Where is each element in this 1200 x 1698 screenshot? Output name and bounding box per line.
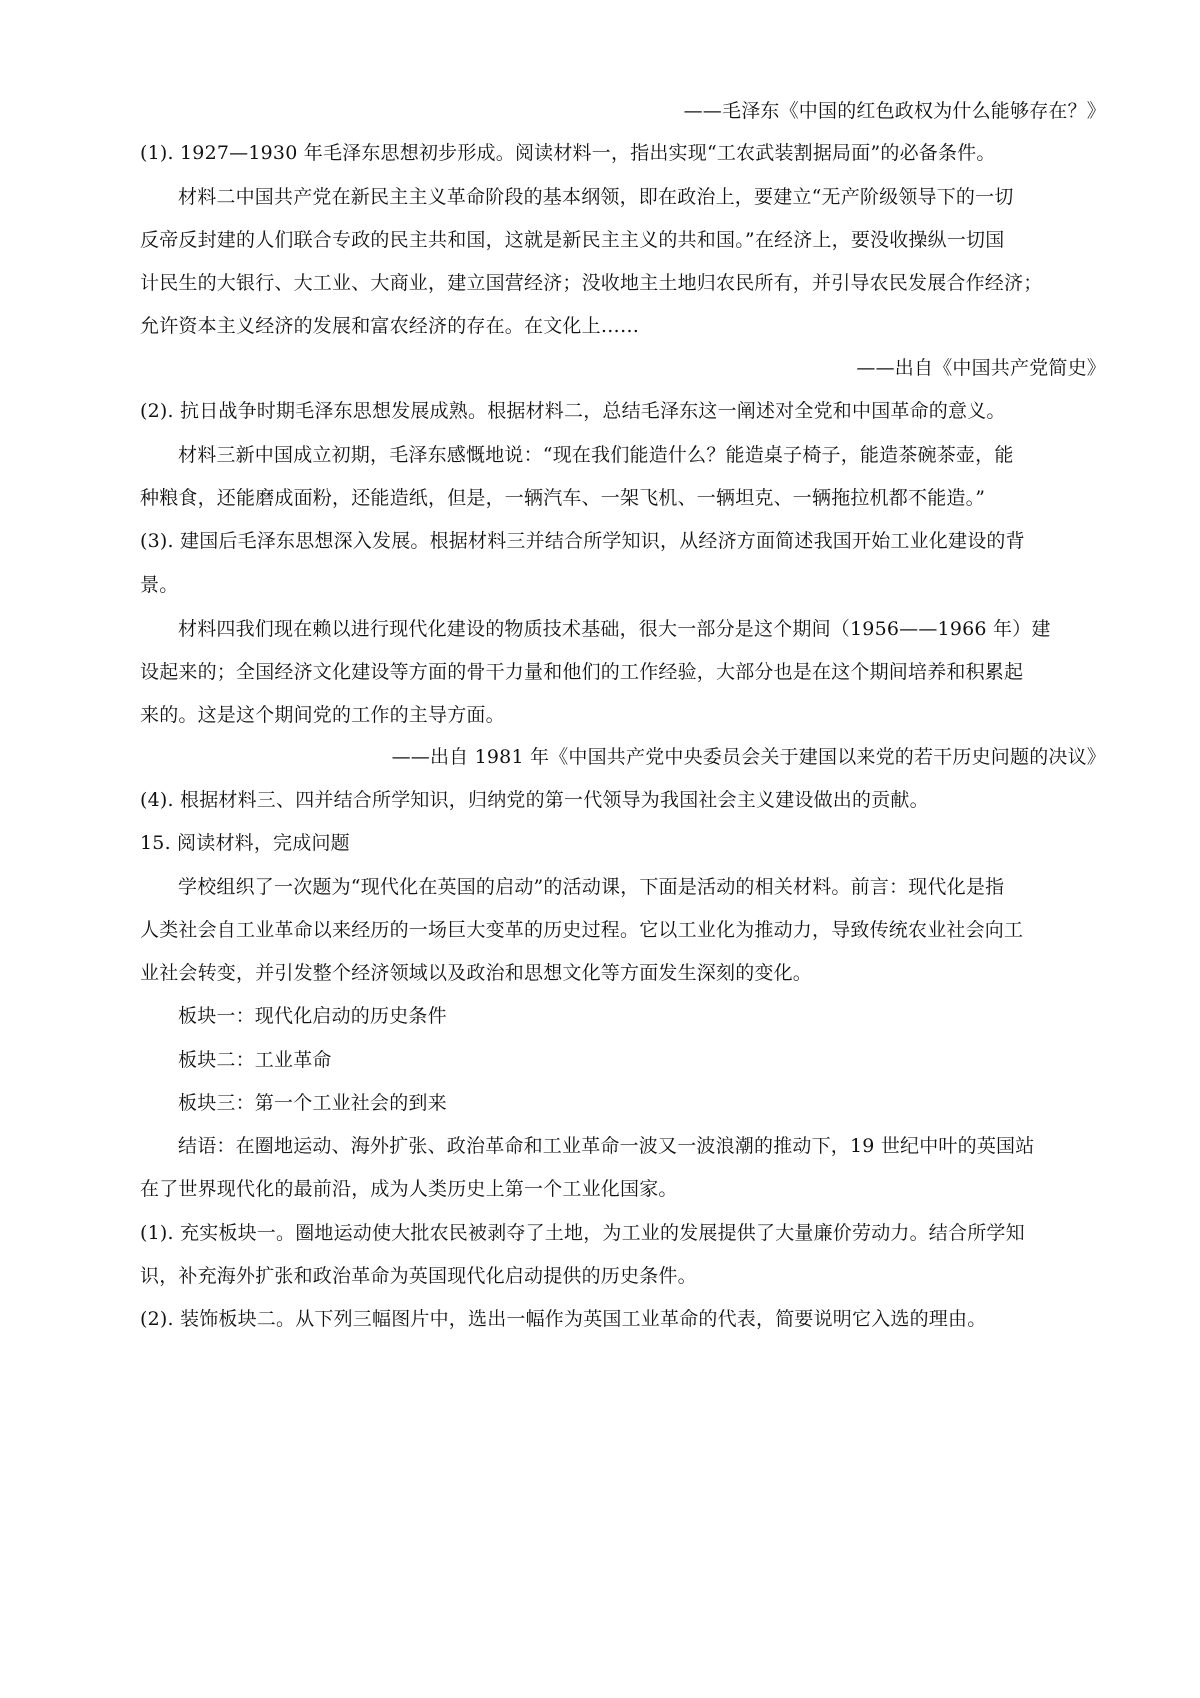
source-citation-1981-resolution: ——出自 1981 年《中国共产党中央委员会关于建国以来党的若干历史问题的决议》 xyxy=(391,746,1106,768)
section-1-title: 板块一：现代化启动的历史条件 xyxy=(178,1005,447,1027)
material-2-line-3: 计民生的大银行、大工业、大商业，建立国营经济；没收地主土地归农民所有，并引导农民发展合作经济； xyxy=(140,272,1043,294)
material-4-line-2: 设起来的；全国经济文化建设等方面的骨干力量和他们的工作经验，大部分也是在这个期间培养和积累起 xyxy=(140,661,1024,683)
question-15-heading: 15. 阅读材料，完成问题 xyxy=(140,832,350,854)
material-2-line-2: 反帝反封建的人们联合专政的民主共和国，这就是新民主主义的共和国。”在经济上，要没收操纵一切国 xyxy=(140,229,1005,251)
question-1: (1). 1927—1930 年毛泽东思想初步形成。阅读材料一，指出实现“工农武装割据局面”的必备条件。 xyxy=(140,142,996,164)
question-15-1-line-1: (1). 充实板块一。圈地运动使大批农民被剥夺了土地，为工业的发展提供了大量廉价劳动力。结合所学知 xyxy=(140,1222,1025,1244)
question-2: (2). 抗日战争时期毛泽东思想发展成熟。根据材料二，总结毛泽东这一阐述对全党和中国革命的意义。 xyxy=(140,400,1006,422)
source-citation-party-history: ——出自《中国共产党简史》 xyxy=(856,357,1106,379)
material-4-line-3: 来的。这是这个期间党的工作的主导方面。 xyxy=(140,704,505,726)
material-2-line-4: 允许资本主义经济的发展和富农经济的存在。在文化上…… xyxy=(140,315,640,337)
conclusion-line-1: 结语：在圈地运动、海外扩张、政治革命和工业革命一波又一波浪潮的推动下，19 世纪中叶的英国站 xyxy=(178,1135,1035,1157)
question-15-1-line-2: 识，补充海外扩张和政治革命为英国现代化启动提供的历史条件。 xyxy=(140,1265,697,1287)
activity-intro-line-3: 业社会转变，并引发整个经济领域以及政治和思想文化等方面发生深刻的变化。 xyxy=(140,962,813,984)
question-4: (4). 根据材料三、四并结合所学知识，归纳党的第一代领导为我国社会主义建设做出的贡献。 xyxy=(140,789,929,811)
activity-intro-line-2: 人类社会自工业革命以来经历的一场巨大变革的历史过程。它以工业化为推动力，导致传统农业社会向工 xyxy=(140,919,1024,941)
material-3-line-1: 材料三新中国成立初期，毛泽东感慨地说：“现在我们能造什么？能造桌子椅子，能造茶碗茶壶，能 xyxy=(178,444,1014,466)
question-3-line-1: (3). 建国后毛泽东思想深入发展。根据材料三并结合所学知识，从经济方面简述我国开始工业化建设的背 xyxy=(140,530,1025,552)
material-4-line-1: 材料四我们现在赖以进行现代化建设的物质技术基础，很大一部分是这个期间（1956——1966 年）建 xyxy=(178,618,1051,640)
activity-intro-line-1: 学校组织了一次题为“现代化在英国的启动”的活动课，下面是活动的相关材料。前言：现代化是指 xyxy=(178,876,1005,898)
question-3-line-2: 景。 xyxy=(140,574,179,596)
material-2-line-1: 材料二中国共产党在新民主主义革命阶段的基本纲领，即在政治上，要建立“无产阶级领导下的一切 xyxy=(178,186,1014,208)
material-3-line-2: 种粮食，还能磨成面粉，还能造纸，但是，一辆汽车、一架飞机、一辆坦克、一辆拖拉机都不能造。” xyxy=(140,487,986,509)
section-3-title: 板块三：第一个工业社会的到来 xyxy=(178,1092,447,1114)
section-2-title: 板块二：工业革命 xyxy=(178,1049,332,1071)
conclusion-line-2: 在了世界现代化的最前沿，成为人类历史上第一个工业化国家。 xyxy=(140,1178,678,1200)
source-citation-mao: ——毛泽东《中国的红色政权为什么能够存在？》 xyxy=(683,100,1106,122)
question-15-2: (2). 装饰板块二。从下列三幅图片中，选出一幅作为英国工业革命的代表，简要说明它入选的理由。 xyxy=(140,1308,987,1330)
